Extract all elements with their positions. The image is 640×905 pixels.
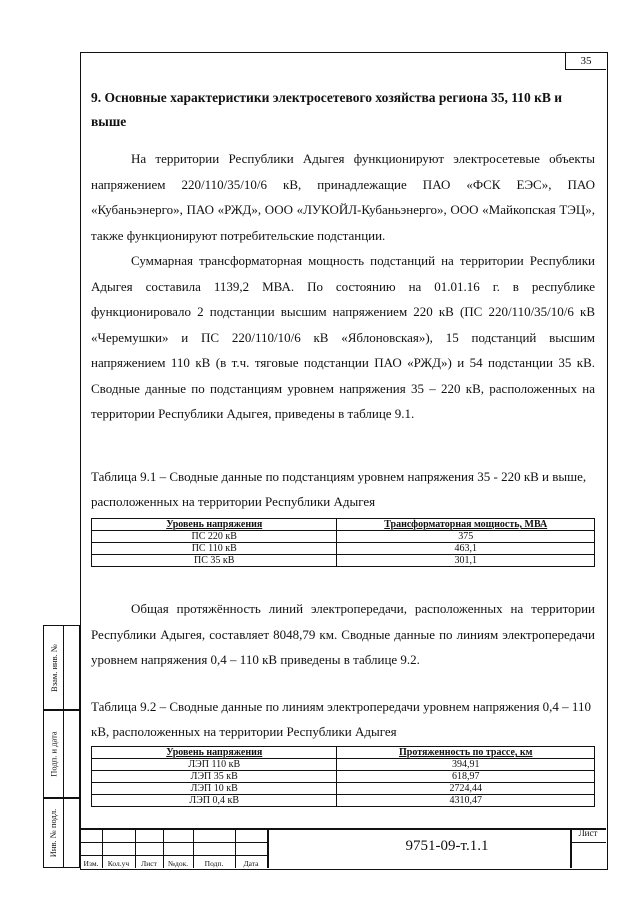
- paragraph-2: Суммарная трансформаторная мощность подстанций на территории Республики Адыгея составила 1139,2 МВА. По состоянию на 01.01.16 г. в республике функционировало 2 подстанции высшим напряжением 220 кВ (ПС 220/110/35/10/6 кВ «Черемушки» и ПС 220/110/10/6 кВ «Яблоновская»), 15 подстанций высшим напряжением 110 кВ (в т.ч. тяговые подстанции ПАО «РЖД») и 54 подстанции 35 кВ. Сводные данные по подстанциям уровнем напряжения 35 – 220 кВ, расположенных на территории Республики Адыгея, приведены в таблице 9.1.: [91, 253, 595, 421]
- page-number: 35: [565, 53, 606, 70]
- stamp-header-qty: Кол.уч: [107, 859, 130, 868]
- paragraph-1: На территории Республики Адыгея функционируют электросетевые объекты напряжением 220/110/35/10/6 кВ, принадлежащие ПАО «ФСК ЕЭС», ПАО «Кубаньэнерго», ПАО «РЖД», ООО «ЛУКОЙЛ-Кубаньэнерго», ООО «Майкопская ТЭЦ», также функционируют потребительские подстанции.: [91, 151, 595, 243]
- table2-header-level: Уровень напряжения: [92, 747, 337, 759]
- document-number: 9751-09-т.1.1: [405, 838, 489, 854]
- table-cell: 375: [337, 531, 595, 543]
- sheet-label: Лист: [578, 828, 598, 838]
- table-cell: ЛЭП 110 кВ: [92, 759, 337, 771]
- stamp-header-sheet: Лист: [141, 859, 157, 868]
- side-box-signature-date: [43, 710, 80, 798]
- table2: [91, 746, 595, 807]
- table-header-row: [92, 747, 595, 759]
- table-cell: 463,1: [337, 543, 595, 555]
- stamp-header-docno: №док.: [167, 859, 189, 868]
- table-row: [92, 543, 595, 555]
- stamp-header-signature: Подп.: [204, 859, 224, 868]
- table-cell: 2724,44: [337, 783, 595, 795]
- table1-header-level: Уровень напряжения: [92, 519, 337, 531]
- table1-header-power: Трансформаторная мощность, МВА: [337, 519, 595, 531]
- table-header-row: [92, 519, 595, 531]
- table-cell: ПС 110 кВ: [92, 543, 337, 555]
- table-cell: 301,1: [337, 555, 595, 567]
- table2-caption: Таблица 9.2 – Сводные данные по линиям электропередачи уровнем напряжения 0,4 – 110 кВ, расположенных на территории Республики Адыгея: [91, 699, 591, 739]
- side-box-original-inv: [43, 798, 80, 868]
- table-cell: ПС 220 кВ: [92, 531, 337, 543]
- side-label-replacement-inv: Взам. инв. №: [48, 643, 59, 692]
- table-cell: ЛЭП 35 кВ: [92, 771, 337, 783]
- table1: [91, 518, 595, 567]
- table-cell: 4310,47: [337, 795, 595, 807]
- table-row: [92, 531, 595, 543]
- stamp-header-change: Изм.: [83, 859, 99, 868]
- table-row: [92, 783, 595, 795]
- table-cell: ЛЭП 10 кВ: [92, 783, 337, 795]
- table-cell: ЛЭП 0,4 кВ: [92, 795, 337, 807]
- table-row: [92, 795, 595, 807]
- table1-caption: Таблица 9.1 – Сводные данные по подстанциям уровнем напряжения 35 - 220 кВ и выше, расположенных на территории Республики Адыгея: [91, 469, 587, 509]
- table-cell: 618,97: [337, 771, 595, 783]
- side-label-original-inv: Инв. № подл.: [48, 808, 59, 858]
- table2-header-length: Протяженность по трассе, км: [337, 747, 595, 759]
- side-label-signature-date: Подп. и дата: [48, 731, 59, 777]
- table-row: [92, 759, 595, 771]
- table-cell: ПС 35 кВ: [92, 555, 337, 567]
- section-heading: 9. Основные характеристики электросетевого хозяйства региона 35, 110 кВ и выше: [91, 90, 563, 129]
- table-cell: 394,91: [337, 759, 595, 771]
- paragraph-3: Общая протяжённость линий электропередачи, расположенных на территории Республики Адыгея, составляет 8048,79 км. Сводные данные по линиям электропередачи уровнем напряжения 0,4 – 110 кВ приведены в таблице 9.2.: [91, 601, 595, 667]
- table-row: [92, 771, 595, 783]
- table-row: [92, 555, 595, 567]
- side-box-replacement-inv: [43, 625, 80, 710]
- stamp-header-date: Дата: [243, 859, 259, 868]
